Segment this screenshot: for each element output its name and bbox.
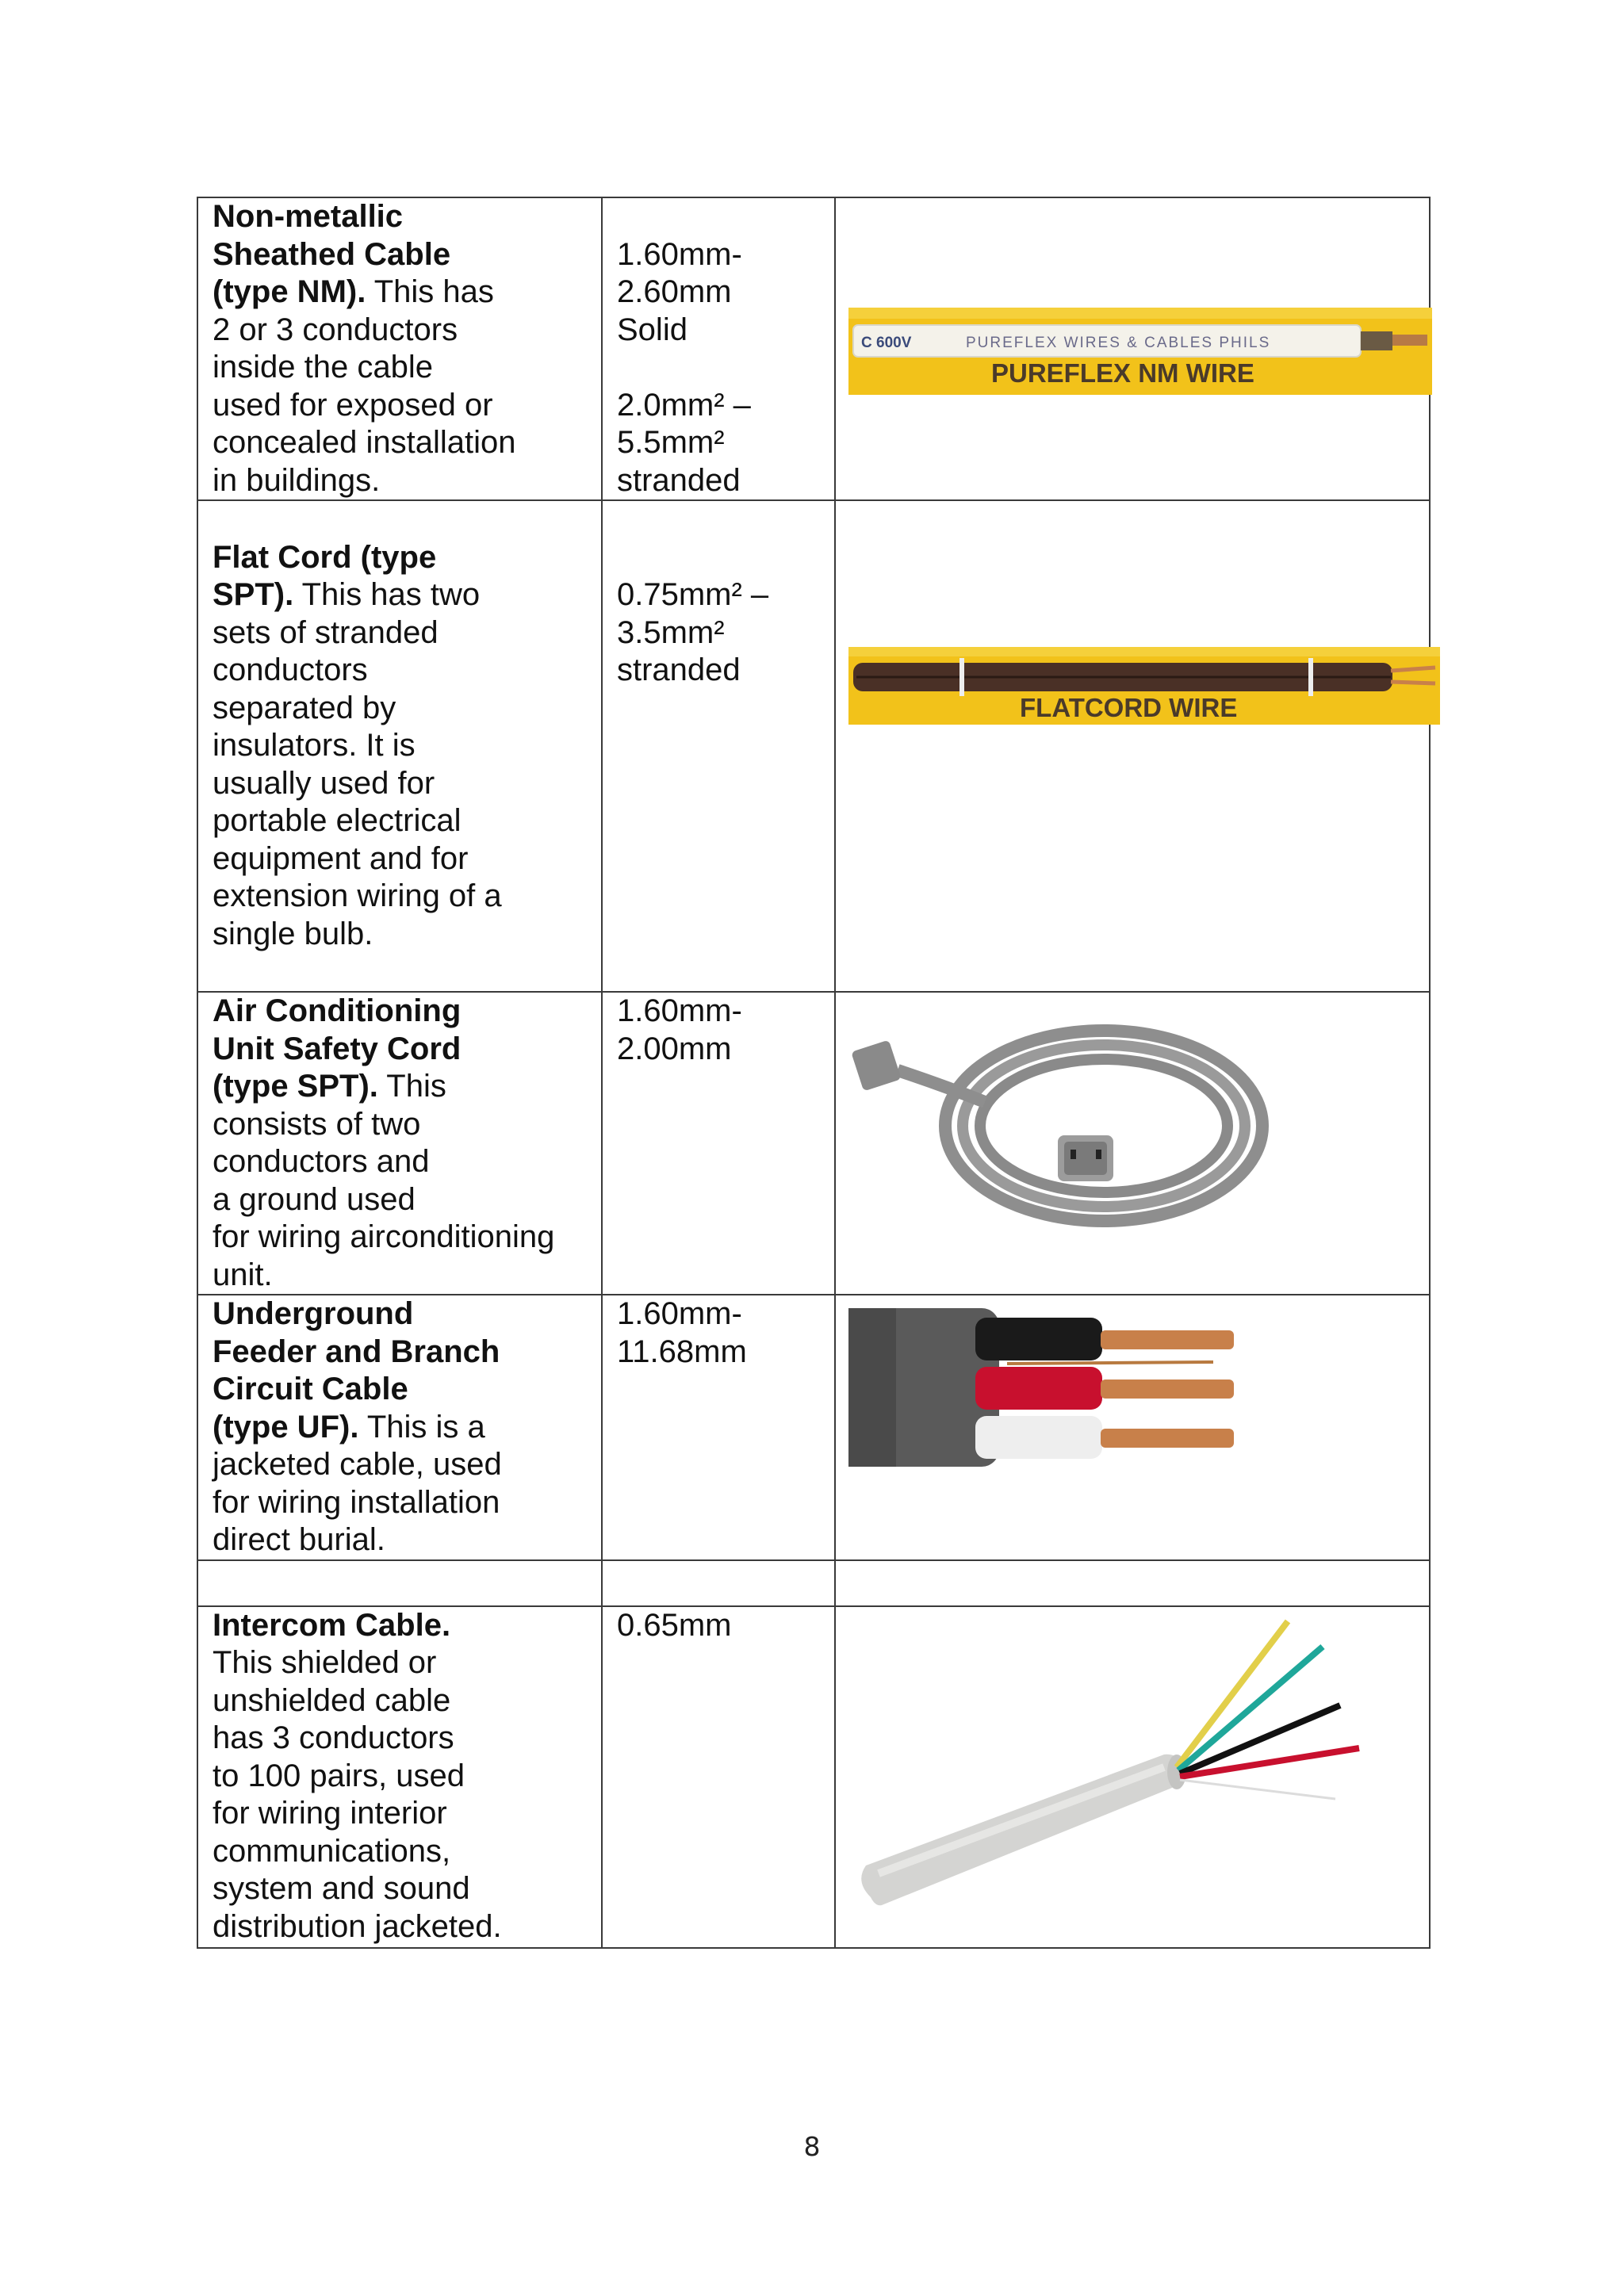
cable-description: This shielded or unshielded cable has 3 conductors to 100 pairs, used for wiring interior communications, system and sound distribution jacketed. [213,1645,502,1944]
wire-size-cell [602,992,835,1295]
cable-description: This is a jacketed cable, used for wiring installation direct burial. [213,1409,502,1557]
cable-description: This has 2 or 3 conductors inside the cable used for exposed or concealed installation in buildings. [213,274,516,498]
table-row-empty [197,1560,1430,1606]
cable-image-cell [835,1295,1430,1560]
cable-name: Air Conditioning Unit Safety Cord (type SPT). [213,993,462,1104]
table-row [197,500,1430,992]
cable-description-cell [197,197,602,500]
cable-name: Flat Cord (type SPT). [213,539,437,612]
cable-name: Underground Feeder and Branch Circuit Cable (type UF). [213,1296,500,1445]
cable-description: This consists of two conductors and a ground used for wiring airconditioning unit. [213,1069,555,1292]
wire-size-cell [602,197,835,500]
nm-cable-caption: PUREFLEX NM WIRE [991,358,1254,388]
empty-cell [602,1560,835,1606]
wire-size: 1.60mm- 11.68mm [617,1296,747,1369]
wire-size-cell [602,1606,835,1948]
wire-size-cell [602,1295,835,1560]
flatcord-caption: FLATCORD WIRE [1020,693,1238,722]
page-number: 8 [803,2131,821,2162]
cable-image-cell [835,500,1430,992]
cable-image-cell [835,1606,1430,1948]
wire-size: 1.60mm- 2.00mm [617,993,742,1066]
nm-cable-image [848,308,1432,395]
ac-safety-cord-image [850,999,1278,1237]
cable-image-cell [835,992,1430,1295]
cable-description-cell [197,500,602,992]
wire-size: 0.65mm [617,1607,732,1643]
cable-description-cell [197,1606,602,1948]
empty-cell [197,1560,602,1606]
wire-size-cell [602,500,835,992]
table-row [197,992,1430,1295]
table-row [197,197,1430,500]
cable-description: This has two sets of stranded conductors separated by insulators. It is usually used for portable electrical equipment and for extension wiring of a single bulb. [213,577,502,951]
uf-cable-image [848,1308,1245,1467]
wire-size: 0.75mm² – 3.5mm² stranded [617,577,769,687]
cable-name: Intercom Cable. [213,1607,451,1643]
table-row [197,1606,1430,1948]
empty-cell [835,1560,1430,1606]
cable-table [197,197,1431,1949]
cable-image-cell [835,197,1430,500]
cable-name: Non-metallic Sheathed Cable (type NM). [213,199,451,309]
table-row [197,1295,1430,1560]
nm-cable-print-brand: PUREFLEX WIRES & CABLES PHILS [966,335,1271,351]
cable-description-cell [197,992,602,1295]
nm-cable-print-voltage: C 600V [861,335,912,351]
intercom-cable-image [847,1612,1370,1929]
wire-size: 1.60mm- 2.60mm Solid 2.0mm² – 5.5mm² stranded [617,236,751,498]
flatcord-image [848,647,1440,725]
cable-description-cell [197,1295,602,1560]
